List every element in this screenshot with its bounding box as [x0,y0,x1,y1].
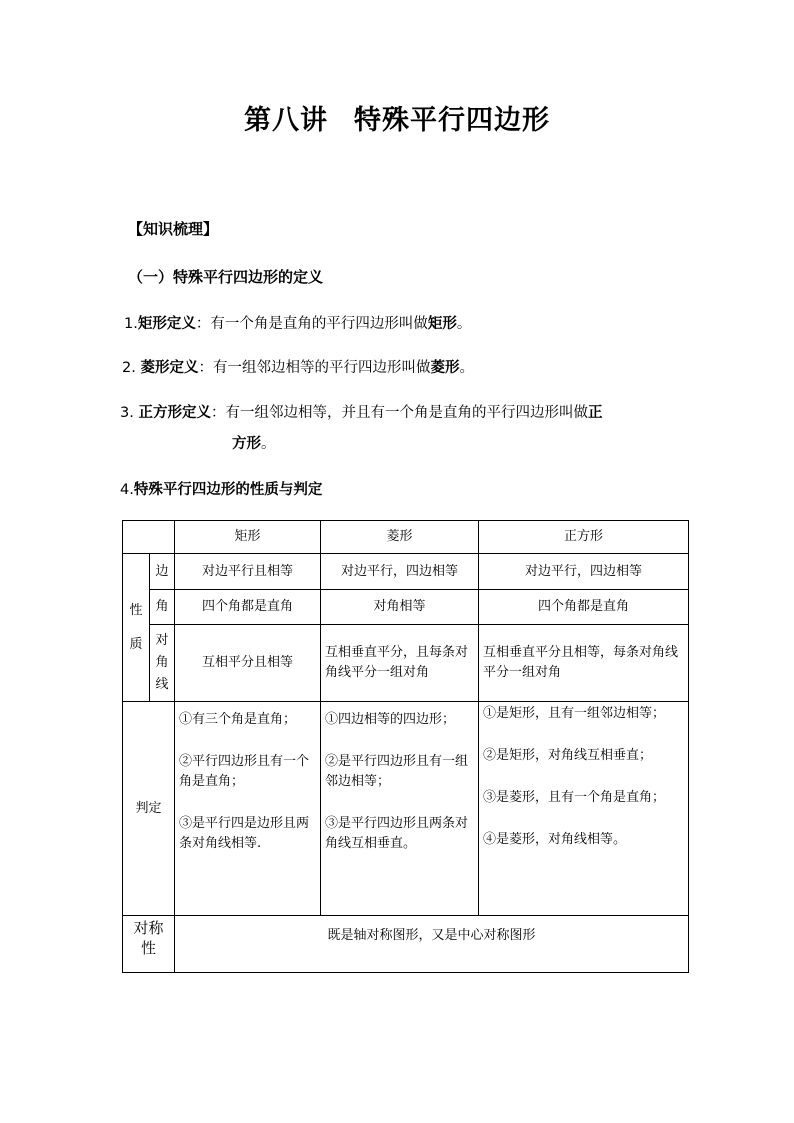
judge-rectangle-2: ②平行四边形且有一个角是直角； [179,754,310,789]
table-row-angles [123,590,689,625]
cell-rectangle-sides: 对边平行且相等 [175,554,321,590]
judge-rectangle-3: ③是平行四是边形且两条对角线相等. [179,816,310,851]
header-square: 正方形 [479,521,689,554]
judge-square-3: ③是菱形，且有一个角是直角； [483,790,666,805]
symmetry-label: 对称 性 [123,916,175,973]
cell-square-angles: 四个角都是直角 [479,590,689,625]
row-label-angles: 角 [150,590,175,625]
judge-square-2: ②是矩形，对角线互相垂直； [483,748,653,763]
judge-label: 判定 [123,702,175,916]
definition-square: 3. 正方形定义：有一组邻边相等，并且有一个角是直角的平行四边形叫做正 [120,405,603,421]
properties-table [122,520,689,973]
cell-rectangle-diagonals: 互相平分且相等 [175,625,321,702]
judge-rhombus-2: ②是平行四边形且有一组邻边相等； [325,754,469,789]
cell-rhombus-angles: 对角相等 [321,590,479,625]
table-row-diagonals [123,625,689,702]
subsection-heading: （一）特殊平行四边形的定义 [128,268,324,286]
table-row-symmetry [123,916,689,973]
header-rectangle: 矩形 [175,521,321,554]
cell-rectangle-angles: 四个角都是直角 [175,590,321,625]
table-row-sides [123,554,689,590]
item-4-heading: 4.特殊平行四边形的性质与判定 [120,482,323,498]
corner-cell [123,521,175,554]
judge-rhombus-3: ③是平行四边形且两条对角线互相垂直。 [325,816,469,851]
property-label: 性 质 [123,554,150,702]
section-heading: 【知识梳理】 [128,220,219,238]
judge-square-1: ①是矩形，且有一组邻边相等； [483,706,666,721]
row-label-sides: 边 [150,554,175,590]
definition-rectangle: 1.矩形定义：有一个角是直角的平行四边形叫做矩形。 [124,316,472,332]
page-title: 第八讲 特殊平行四边形 [244,105,550,136]
cell-rhombus-diagonals: 互相垂直平分，且每条对角线平分一组对角 [321,625,479,702]
judge-square-4: ④是菱形，对角线相等。 [483,832,627,847]
judge-rectangle-1: ①有三个角是直角； [179,712,297,727]
judge-square [479,702,689,916]
row-label-diagonals: 对 角 线 [150,625,175,702]
cell-square-diagonals: 互相垂直平分且相等，每条对角线平分一组对角 [479,625,689,702]
judge-rhombus [321,702,479,916]
table-row-judge [123,702,689,916]
header-rhombus: 菱形 [321,521,479,554]
cell-rhombus-sides: 对边平行，四边相等 [321,554,479,590]
table-header-row [123,521,689,554]
judge-rectangle [175,702,321,916]
definition-rhombus: 2. 菱形定义：有一组邻边相等的平行四边形叫做菱形。 [122,360,474,376]
symmetry-value: 既是轴对称图形，又是中心对称图形 [175,916,689,973]
definition-square-continued: 方形。 [232,436,276,452]
cell-square-sides: 对边平行，四边相等 [479,554,689,590]
judge-rhombus-1: ①四边相等的四边形； [325,712,456,727]
